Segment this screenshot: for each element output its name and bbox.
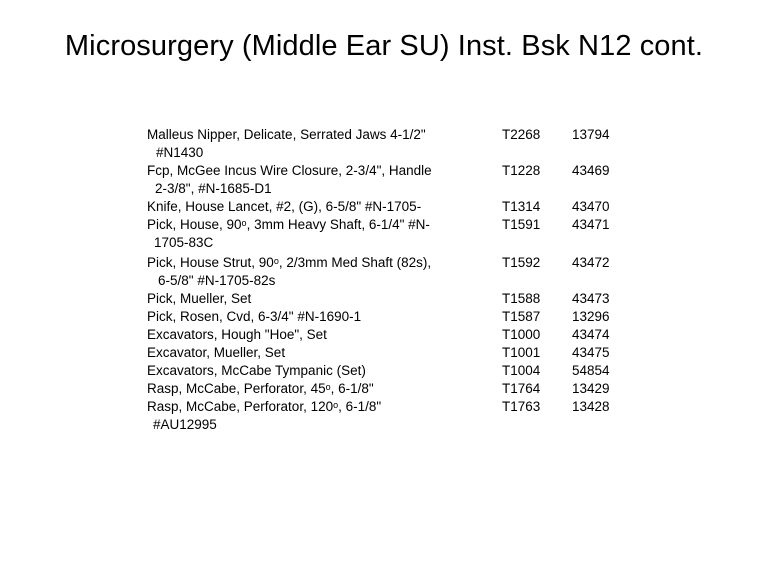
description-line: Fcp, McGee Incus Wire Closure, 2-3/4", Handle (147, 163, 432, 178)
description-line: Knife, House Lancet, #2, (G), 6-5/8" #N-1705- (147, 199, 422, 214)
item-code: T1228 (502, 163, 541, 178)
item-number: 54854 (572, 363, 610, 378)
item-code: T1588 (502, 291, 541, 306)
item-number: 43470 (572, 199, 610, 214)
item-number: 43475 (572, 345, 610, 360)
item-description (147, 380, 502, 398)
description-line (147, 398, 496, 416)
description-continuation: #AU12995 (153, 417, 217, 432)
table-row (147, 398, 647, 434)
description-line: Excavators, McCabe Tympanic (Set) (147, 363, 366, 378)
description-continuation: 1705-83C (154, 235, 214, 250)
description-text: , 6-1/8" (338, 399, 382, 414)
description-text: Pick, House, 90 (147, 217, 242, 232)
table-row (147, 216, 647, 252)
description-text: , 2/3mm Med Shaft (82s), (278, 255, 432, 270)
item-description (147, 198, 502, 216)
description-continuation: 2-3/8", #N-1685-D1 (155, 181, 272, 196)
description-text: Pick, House Strut, 90 (147, 255, 274, 270)
degree-mark: o (241, 218, 247, 228)
instrument-list (147, 126, 647, 434)
description-line: Excavators, Hough "Hoe", Set (147, 327, 327, 342)
description-text: , 6-1/8" (330, 381, 374, 396)
degree-mark: o (273, 256, 279, 266)
table-row (147, 198, 647, 216)
item-code: T1592 (502, 255, 541, 270)
item-description (147, 126, 502, 162)
description-line: Pick, Rosen, Cvd, 6-3/4" #N-1690-1 (147, 309, 362, 324)
item-number: 13428 (572, 399, 610, 414)
item-number: 43471 (572, 217, 610, 232)
item-code: T2268 (502, 127, 541, 142)
description-line (147, 254, 496, 272)
table-row (147, 326, 647, 344)
degree-mark: o (333, 400, 339, 410)
item-code: T1001 (502, 345, 541, 360)
item-code: T1591 (502, 217, 541, 232)
table-row (147, 162, 647, 198)
item-number: 43472 (572, 255, 610, 270)
item-description (147, 254, 502, 290)
description-text: Rasp, McCabe, Perforator, 120 (147, 399, 334, 414)
item-code: T1000 (502, 327, 541, 342)
item-code: T1004 (502, 363, 541, 378)
description-line: Malleus Nipper, Delicate, Serrated Jaws 4-1/2" (147, 127, 426, 142)
table-row (147, 290, 647, 308)
item-description (147, 344, 502, 362)
description-text: Rasp, McCabe, Perforator, 45 (147, 381, 326, 396)
item-description (147, 216, 502, 252)
degree-mark: o (325, 382, 331, 392)
description-line: Pick, Mueller, Set (147, 291, 252, 306)
slide-title: Microsurgery (Middle Ear SU) Inst. Bsk N12 cont. (64, 30, 704, 62)
item-code: T1763 (502, 399, 541, 414)
item-description (147, 326, 502, 344)
item-description (147, 308, 502, 326)
table-row (147, 344, 647, 362)
item-number: 43474 (572, 327, 610, 342)
table-row (147, 254, 647, 290)
item-code: T1314 (502, 199, 541, 214)
description-text: , 3mm Heavy Shaft, 6-1/4" #N- (246, 217, 430, 232)
item-number: 13296 (572, 309, 610, 324)
item-number: 43473 (572, 291, 610, 306)
item-description (147, 362, 502, 380)
description-continuation: 6-5/8" #N-1705-82s (158, 273, 276, 288)
description-line (147, 216, 496, 234)
item-number: 43469 (572, 163, 610, 178)
item-number: 13794 (572, 127, 610, 142)
description-line: Excavator, Mueller, Set (147, 345, 286, 360)
item-number: 13429 (572, 381, 610, 396)
item-code: T1764 (502, 381, 541, 396)
item-code: T1587 (502, 309, 541, 324)
table-row (147, 362, 647, 380)
item-description (147, 290, 502, 308)
description-line (147, 380, 496, 398)
description-continuation: #N1430 (156, 145, 204, 160)
table-row (147, 126, 647, 162)
table-row (147, 380, 647, 398)
table-row (147, 308, 647, 326)
item-description (147, 162, 502, 198)
item-description (147, 398, 502, 434)
